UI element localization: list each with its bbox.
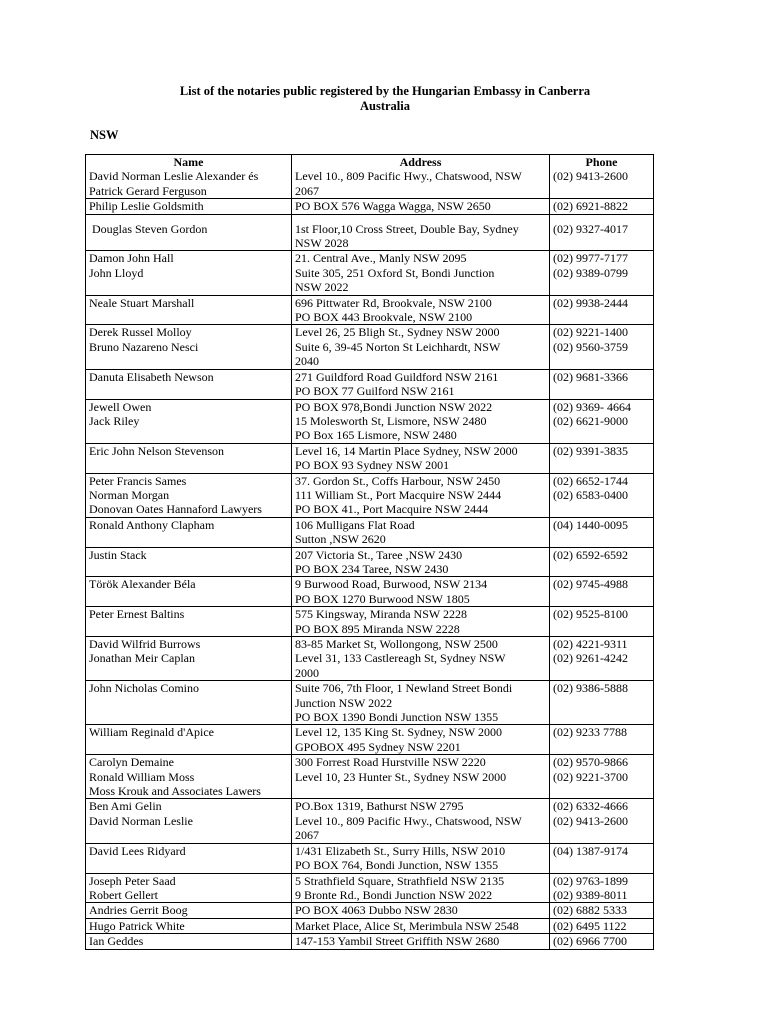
header-address: Address (292, 155, 550, 170)
phone-line: (02) 9327-4017 (553, 221, 628, 236)
phone-cell (550, 473, 654, 488)
name-cell (86, 873, 292, 888)
phone-cell (550, 340, 654, 369)
name-line: David Lees Ridyard (89, 843, 186, 858)
address-line: 15 Molesworth St, Lismore, NSW 2480 (295, 413, 487, 428)
table-row (86, 770, 654, 799)
address-line: PO BOX 576 Wagga Wagga, NSW 2650 (295, 199, 491, 214)
table-row (86, 517, 654, 547)
name-cell (86, 637, 292, 652)
phone-line: (02) 9391-3835 (553, 443, 628, 458)
table-row (86, 369, 654, 399)
table-row (86, 799, 654, 814)
name-line: Patrick Gerard Ferguson (89, 183, 207, 198)
address-line: GPOBOX 495 Sydney NSW 2201 (295, 739, 461, 754)
address-line: 575 Kingsway, Miranda NSW 2228 (295, 607, 467, 622)
address-line: 5 Strathfield Square, Strathfield NSW 2135 (295, 873, 505, 888)
address-line: Level 26, 25 Bligh St., Sydney NSW 2000 (295, 325, 500, 340)
name-cell (86, 799, 292, 814)
name-line: Ronald Anthony Clapham (89, 517, 215, 532)
address-line: 1/431 Elizabeth St., Surry Hills, NSW 2010 (295, 843, 506, 858)
name-cell (86, 547, 292, 577)
name-cell (86, 340, 292, 369)
phone-line: (02) 6495 1122 (553, 918, 627, 933)
address-line: PO BOX 978,Bondi Junction NSW 2022 (295, 399, 493, 414)
phone-cell (550, 903, 654, 918)
phone-line: (02) 6921-8822 (553, 199, 628, 214)
phone-line: (02) 9745-4988 (553, 577, 628, 592)
name-line: Moss Krouk and Associates Lawers (89, 784, 261, 799)
phone-line: (02) 9525-8100 (553, 607, 628, 622)
table-row (86, 325, 654, 340)
phone-cell (550, 918, 654, 933)
phone-line: (02) 6966 7700 (553, 934, 627, 949)
phone-line: (04) 1440-0095 (553, 517, 628, 532)
name-line: Peter Francis Sames (89, 473, 187, 488)
phone-line: (02) 9570-9866 (553, 755, 628, 770)
phone-cell (550, 681, 654, 725)
name-cell (86, 681, 292, 725)
name-cell (86, 918, 292, 933)
name-cell (86, 770, 292, 799)
phone-cell (550, 443, 654, 473)
address-line: 207 Victoria St., Taree ,NSW 2430 (295, 547, 463, 562)
name-line: Eric John Nelson Stevenson (89, 443, 224, 458)
phone-line: (02) 9389-0799 (553, 265, 628, 280)
address-line: 2067 (295, 828, 319, 843)
address-cell (292, 770, 550, 799)
address-line: 1st Floor,10 Cross Street, Double Bay, Sydney (295, 221, 519, 236)
address-cell (292, 199, 550, 214)
address-line: 21. Central Ave., Manly NSW 2095 (295, 251, 467, 266)
phone-line: (02) 6621-9000 (553, 413, 628, 428)
address-line: 111 William St., Port Macquire NSW 2444 (295, 487, 502, 502)
name-cell (86, 199, 292, 214)
table-body (86, 169, 654, 949)
phone-line: (02) 9386-5888 (553, 681, 628, 696)
address-line: PO BOX 77 Guilford NSW 2161 (295, 384, 455, 399)
name-cell (86, 251, 292, 266)
name-line: Derek Russel Molloy (89, 325, 192, 340)
phone-line: (02) 6583-0400 (553, 487, 628, 502)
name-cell (86, 843, 292, 873)
phone-cell (550, 295, 654, 325)
address-line: 271 Guildford Road Guildford NSW 2161 (295, 369, 499, 384)
name-cell (86, 443, 292, 473)
phone-cell (550, 799, 654, 814)
address-cell (292, 325, 550, 340)
phone-line: (04) 1387-9174 (553, 843, 628, 858)
name-cell (86, 369, 292, 399)
phone-cell (550, 843, 654, 873)
table-row (86, 199, 654, 214)
address-line: Junction NSW 2022 (295, 695, 393, 710)
table-row (86, 725, 654, 755)
address-line: PO BOX 895 Miranda NSW 2228 (295, 621, 460, 636)
phone-cell (550, 770, 654, 799)
phone-cell (550, 814, 654, 843)
name-cell (86, 517, 292, 547)
phone-line: (02) 9938-2444 (553, 295, 628, 310)
address-cell (292, 251, 550, 266)
table-row (86, 214, 654, 251)
name-line: Hugo Patrick White (89, 918, 185, 933)
document-title (0, 84, 770, 114)
phone-line: (02) 9413-2600 (553, 813, 628, 828)
address-line: 83-85 Market St, Wollongong, NSW 2500 (295, 637, 498, 651)
address-line: Suite 6, 39-45 Norton St Leichhardt, NSW (295, 339, 501, 354)
name-cell (86, 814, 292, 843)
name-line: John Nicholas Comino (89, 681, 199, 696)
address-line: PO BOX 764, Bondi Junction, NSW 1355 (295, 858, 499, 873)
table-row (86, 488, 654, 517)
name-line: Jewell Owen (89, 399, 152, 414)
address-line: Level 10, 23 Hunter St., Sydney NSW 2000 (295, 769, 507, 784)
name-cell (86, 651, 292, 680)
address-cell (292, 651, 550, 680)
phone-cell (550, 934, 654, 949)
address-line: Level 10., 809 Pacific Hwy., Chatswood, NSW (295, 813, 522, 828)
name-cell (86, 755, 292, 770)
phone-line: (02) 9233 7788 (553, 725, 627, 740)
phone-line: (02) 9389-8011 (553, 887, 628, 902)
address-line: 9 Bronte Rd., Bondi Junction NSW 2022 (295, 887, 493, 902)
phone-cell (550, 214, 654, 251)
address-line: NSW 2028 (295, 236, 349, 251)
address-cell (292, 888, 550, 903)
name-line: Norman Morgan (89, 487, 170, 502)
name-line: Ian Geddes (89, 934, 144, 949)
name-line: Carolyn Demaine (89, 755, 174, 770)
phone-cell (550, 251, 654, 266)
name-cell (86, 577, 292, 607)
table-row (86, 547, 654, 577)
address-line: 147-153 Yambil Street Griffith NSW 2680 (295, 934, 500, 949)
header-name: Name (86, 155, 292, 170)
section-heading: NSW (90, 128, 119, 142)
name-line: Jack Riley (89, 413, 140, 428)
table-row (86, 637, 654, 652)
address-line: PO BOX 1390 Bondi Junction NSW 1355 (295, 710, 499, 725)
name-cell (86, 169, 292, 198)
name-line: David Norman Leslie (89, 813, 193, 828)
name-line: Ronald William Moss (89, 769, 195, 784)
phone-line: (02) 9977-7177 (553, 251, 628, 266)
phone-cell (550, 414, 654, 443)
address-cell (292, 214, 550, 251)
address-cell (292, 607, 550, 637)
table-row (86, 399, 654, 414)
name-cell (86, 399, 292, 414)
table-row (86, 295, 654, 325)
table-row (86, 918, 654, 933)
phone-line: (02) 6592-6592 (553, 547, 628, 562)
name-line: Peter Ernest Baltins (89, 607, 185, 622)
address-cell (292, 918, 550, 933)
name-cell (86, 607, 292, 637)
phone-line: (02) 6652-1744 (553, 473, 628, 488)
address-cell (292, 473, 550, 488)
table-row (86, 814, 654, 843)
name-line: Philip Leslie Goldsmith (89, 199, 204, 214)
address-cell (292, 169, 550, 198)
name-line: Bruno Nazareno Nesci (89, 339, 199, 354)
table-header-row (86, 155, 654, 170)
name-line: Danuta Elisabeth Newson (89, 369, 214, 384)
name-line: Justin Stack (89, 547, 147, 562)
address-line: Level 10., 809 Pacific Hwy., Chatswood, NSW (295, 169, 522, 184)
name-cell (86, 473, 292, 488)
name-line: John Lloyd (89, 265, 144, 280)
phone-cell (550, 607, 654, 637)
address-cell (292, 903, 550, 918)
address-cell (292, 547, 550, 577)
address-line: 2040 (295, 354, 319, 369)
table-row (86, 266, 654, 295)
table-row (86, 473, 654, 488)
table-row (86, 903, 654, 918)
phone-line: (02) 4221-9311 (553, 637, 628, 651)
name-line: William Reginald d'Apice (89, 725, 214, 740)
phone-line: (02) 9763-1899 (553, 873, 628, 888)
address-cell (292, 577, 550, 607)
address-line: PO BOX 93 Sydney NSW 2001 (295, 458, 450, 473)
table-row (86, 755, 654, 770)
name-cell (86, 325, 292, 340)
name-line: Török Alexander Béla (89, 577, 196, 592)
address-line: 9 Burwood Road, Burwood, NSW 2134 (295, 577, 488, 592)
name-cell (86, 214, 292, 251)
address-line: Level 31, 133 Castlereagh St, Sydney NSW (295, 651, 506, 666)
table-row (86, 251, 654, 266)
table-row (86, 873, 654, 888)
phone-cell (550, 517, 654, 547)
name-line: Joseph Peter Saad (89, 873, 176, 888)
phone-line: (02) 9560-3759 (553, 339, 628, 354)
name-cell (86, 725, 292, 755)
address-line: 37. Gordon St., Coffs Harbour, NSW 2450 (295, 473, 501, 488)
phone-cell (550, 755, 654, 770)
address-line: NSW 2022 (295, 280, 349, 295)
name-line: Douglas Steven Gordon (92, 221, 208, 236)
phone-line: (02) 9681-3366 (553, 369, 628, 384)
phone-cell (550, 399, 654, 414)
table-row (86, 607, 654, 637)
address-cell (292, 399, 550, 414)
name-line: Damon John Hall (89, 251, 174, 266)
table-row (86, 651, 654, 680)
table-row (86, 843, 654, 873)
address-line: Level 16, 14 Martin Place Sydney, NSW 2000 (295, 443, 518, 458)
table-row (86, 414, 654, 443)
address-cell (292, 725, 550, 755)
address-cell (292, 843, 550, 873)
address-line: Suite 706, 7th Floor, 1 Newland Street Bondi (295, 681, 513, 696)
address-line: 696 Pittwater Rd, Brookvale, NSW 2100 (295, 295, 492, 310)
name-cell (86, 903, 292, 918)
address-cell (292, 799, 550, 814)
table-row (86, 934, 654, 949)
name-cell (86, 295, 292, 325)
address-cell (292, 443, 550, 473)
address-line: 2000 (295, 665, 319, 680)
name-cell (86, 934, 292, 949)
phone-cell (550, 369, 654, 399)
table-row (86, 443, 654, 473)
address-line: 2067 (295, 183, 319, 198)
phone-cell (550, 488, 654, 517)
phone-cell (550, 888, 654, 903)
address-line: PO Box 165 Lismore, NSW 2480 (295, 428, 457, 443)
phone-cell (550, 873, 654, 888)
phone-line: (02) 6332-4666 (553, 799, 628, 814)
address-cell (292, 934, 550, 949)
phone-line: (02) 9221-3700 (553, 769, 628, 784)
phone-line: (02) 9221-1400 (553, 325, 628, 340)
address-line: PO.Box 1319, Bathurst NSW 2795 (295, 799, 464, 814)
table-row (86, 577, 654, 607)
address-cell (292, 681, 550, 725)
name-line: Andries Gerrit Boog (89, 903, 188, 918)
address-line: 106 Mulligans Flat Road (295, 517, 415, 532)
phone-line: (02) 9413-2600 (553, 169, 628, 184)
phone-cell (550, 547, 654, 577)
name-line: Jonathan Meir Caplan (89, 651, 195, 666)
address-line: Sutton ,NSW 2620 (295, 532, 386, 547)
header-phone: Phone (550, 155, 654, 170)
phone-line: (02) 6882 5333 (553, 903, 627, 918)
table-row (86, 169, 654, 198)
address-cell (292, 637, 550, 652)
phone-line: (02) 9369- 4664 (553, 399, 631, 414)
address-line: PO BOX 234 Taree, NSW 2430 (295, 561, 449, 576)
name-cell (86, 888, 292, 903)
address-line: Level 12, 135 King St. Sydney, NSW 2000 (295, 725, 502, 740)
address-cell (292, 873, 550, 888)
phone-cell (550, 651, 654, 680)
name-line: Donovan Oates Hannaford Lawyers (89, 502, 262, 517)
address-line: 300 Forrest Road Hurstville NSW 2220 (295, 755, 486, 770)
address-line: Suite 305, 251 Oxford St, Bondi Junction (295, 265, 495, 280)
title-line-1: List of the notaries public registered by the Hungarian Embassy in Canberra (179, 84, 591, 98)
address-line: PO BOX 1270 Burwood NSW 1805 (295, 591, 470, 606)
phone-cell (550, 266, 654, 295)
table-row (86, 340, 654, 369)
notaries-table (85, 154, 654, 950)
address-cell (292, 814, 550, 843)
name-cell (86, 488, 292, 517)
phone-cell (550, 577, 654, 607)
address-line: PO BOX 41., Port Macquire NSW 2444 (295, 502, 489, 517)
name-cell (86, 414, 292, 443)
address-line: PO BOX 443 Brookvale, NSW 2100 (295, 310, 473, 325)
table-row (86, 681, 654, 725)
address-cell (292, 488, 550, 517)
address-cell (292, 266, 550, 295)
name-line: Robert Gellert (89, 887, 158, 902)
phone-line: (02) 9261-4242 (553, 651, 628, 666)
address-cell (292, 369, 550, 399)
address-cell (292, 295, 550, 325)
title-line-2: Australia (360, 99, 410, 113)
phone-cell (550, 637, 654, 652)
name-cell (86, 266, 292, 295)
address-cell (292, 414, 550, 443)
address-cell (292, 517, 550, 547)
address-line: PO BOX 4063 Dubbo NSW 2830 (295, 903, 458, 918)
phone-cell (550, 725, 654, 755)
address-cell (292, 340, 550, 369)
address-cell (292, 755, 550, 770)
address-line: Market Place, Alice St, Merimbula NSW 2548 (295, 918, 519, 933)
name-line: Ben Ami Gelin (89, 799, 162, 814)
table-row (86, 888, 654, 903)
name-line: Neale Stuart Marshall (89, 295, 195, 310)
name-line: David Norman Leslie Alexander és (89, 169, 259, 184)
phone-cell (550, 325, 654, 340)
name-line: David Wilfrid Burrows (89, 637, 201, 651)
phone-cell (550, 169, 654, 198)
phone-cell (550, 199, 654, 214)
